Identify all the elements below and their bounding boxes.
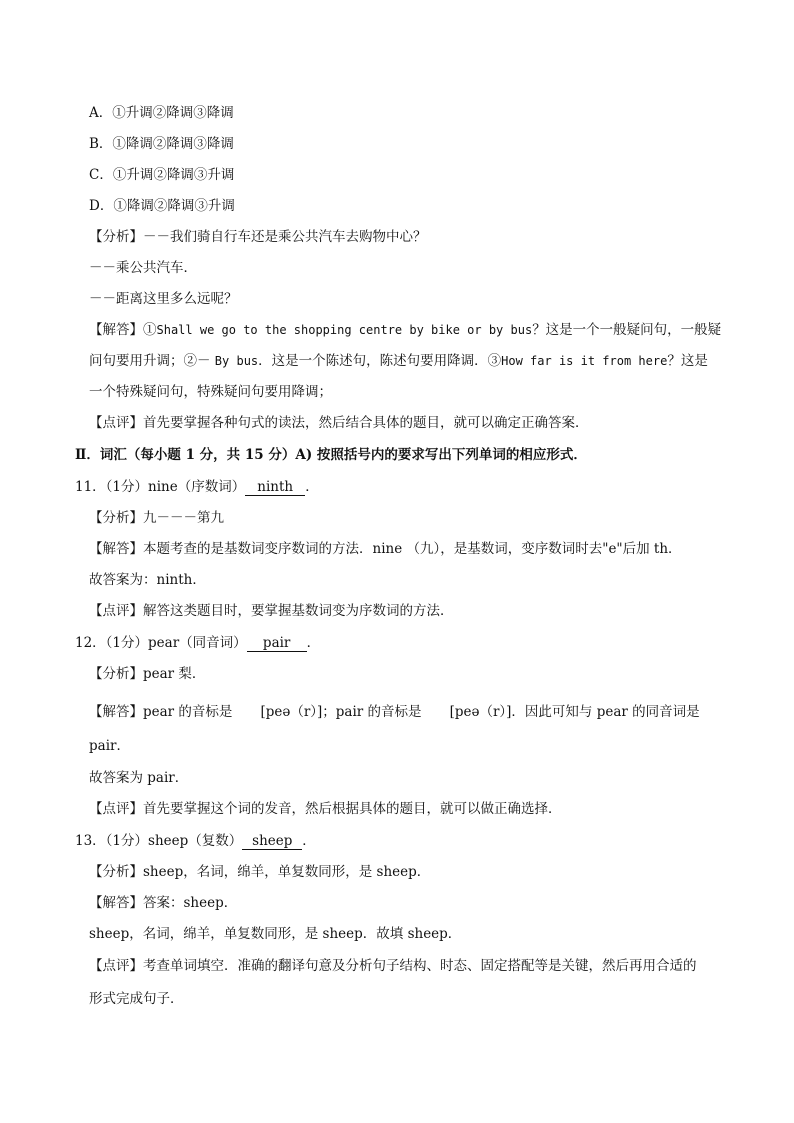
solution-text: ．这是一个陈述句，陈述句要用降调．③	[258, 353, 502, 369]
phonetic-pear: [peə（r）]；pair 的音标是	[260, 704, 422, 720]
phonetic-pair: [peə（r）]．因此可知与 pear 的同音词是	[449, 704, 700, 720]
q12-stem	[75, 633, 320, 653]
solution-label: 【解答】①	[89, 322, 157, 338]
option-b: B．①降调②降调③降调	[89, 136, 234, 152]
solution-text: 问句要用升调；②－	[89, 353, 215, 369]
q10-solution-line1	[89, 320, 721, 340]
q13-stem	[75, 831, 316, 851]
question-text: 11．（1分）nine（序数词）	[75, 479, 246, 495]
question-text: 13．（1分）sheep（复数）	[75, 833, 243, 849]
question-text: 12．（1分）pear（同音词）	[75, 635, 247, 651]
english-phrase: By bus	[214, 354, 259, 368]
answer-blank: ninth	[245, 479, 305, 496]
q13-solution-extra: sheep，名词，绵羊，单复数同形，是 sheep．故填 sheep．	[89, 926, 462, 942]
q10-analysis: 【分析】－－我们骑自行车还是乘公共汽车去购物中心？	[89, 229, 427, 245]
english-sentence: Shall we go to the shopping centre by bike or by bus	[156, 323, 533, 337]
english-sentence: How far is it from here	[501, 354, 668, 368]
q11-stem	[75, 477, 319, 497]
option-c: C．①升调②降调③升调	[89, 167, 235, 183]
q10-comment: 【点评】首先要掌握各种句式的读法，然后结合具体的题目，就可以确定正确答案．	[89, 415, 589, 431]
q13-analysis: 【分析】sheep，名词，绵羊，单复数同形，是 sheep．	[89, 864, 431, 880]
q10-solution-line2	[89, 351, 708, 371]
q12-comment: 【点评】首先要掌握这个词的发音，然后根据具体的题目，就可以做正确选择．	[89, 801, 562, 817]
solution-text: 【解答】pear 的音标是	[89, 704, 233, 720]
q13-solution: 【解答】答案：sheep．	[89, 895, 238, 911]
q12-solution-line2: pair．	[89, 738, 130, 754]
question-end: ．	[302, 833, 316, 849]
solution-text: ？这是一个一般疑问句，一般疑	[532, 322, 722, 338]
q13-comment-line2: 形式完成句子．	[89, 991, 184, 1007]
question-end: ．	[305, 479, 319, 495]
q12-analysis: 【分析】pear 梨．	[89, 666, 206, 682]
q11-answer-line: 故答案为：ninth．	[89, 572, 206, 588]
q12-answer-line: 故答案为 pair．	[89, 770, 189, 786]
q11-analysis: 【分析】九－－－第九	[89, 510, 224, 526]
solution-text: ？这是	[667, 353, 708, 369]
option-a: A．①升调②降调③降调	[89, 105, 234, 121]
question-end: ．	[306, 635, 321, 651]
q11-solution: 【解答】本题考查的是基数词变序数词的方法．nine （九），是基数词，变序数词时去"e"后加 th．	[89, 541, 682, 557]
q10-analysis-line2: －－乘公共汽车．	[89, 260, 197, 276]
q13-comment: 【点评】考查单词填空．准确的翻译句意及分析句子结构、时态、固定搭配等是关键，然后再用合适的	[89, 958, 697, 974]
q11-comment: 【点评】解答这类题目时，要掌握基数词变为序数词的方法．	[89, 603, 454, 619]
q12-solution-line1	[89, 702, 700, 722]
answer-blank: sheep	[242, 833, 302, 850]
q10-analysis-line3: －－距离这里多么远呢？	[89, 291, 238, 307]
q10-solution-line3: 一个特殊疑问句，特殊疑问句要用降调；	[89, 384, 332, 400]
option-d: D．①降调②降调③升调	[89, 198, 235, 214]
section-heading: Ⅱ．词汇（每小题 1 分，共 15 分）A) 按照括号内的要求写出下列单词的相应形式．	[75, 447, 587, 463]
answer-blank: pair	[247, 635, 307, 652]
